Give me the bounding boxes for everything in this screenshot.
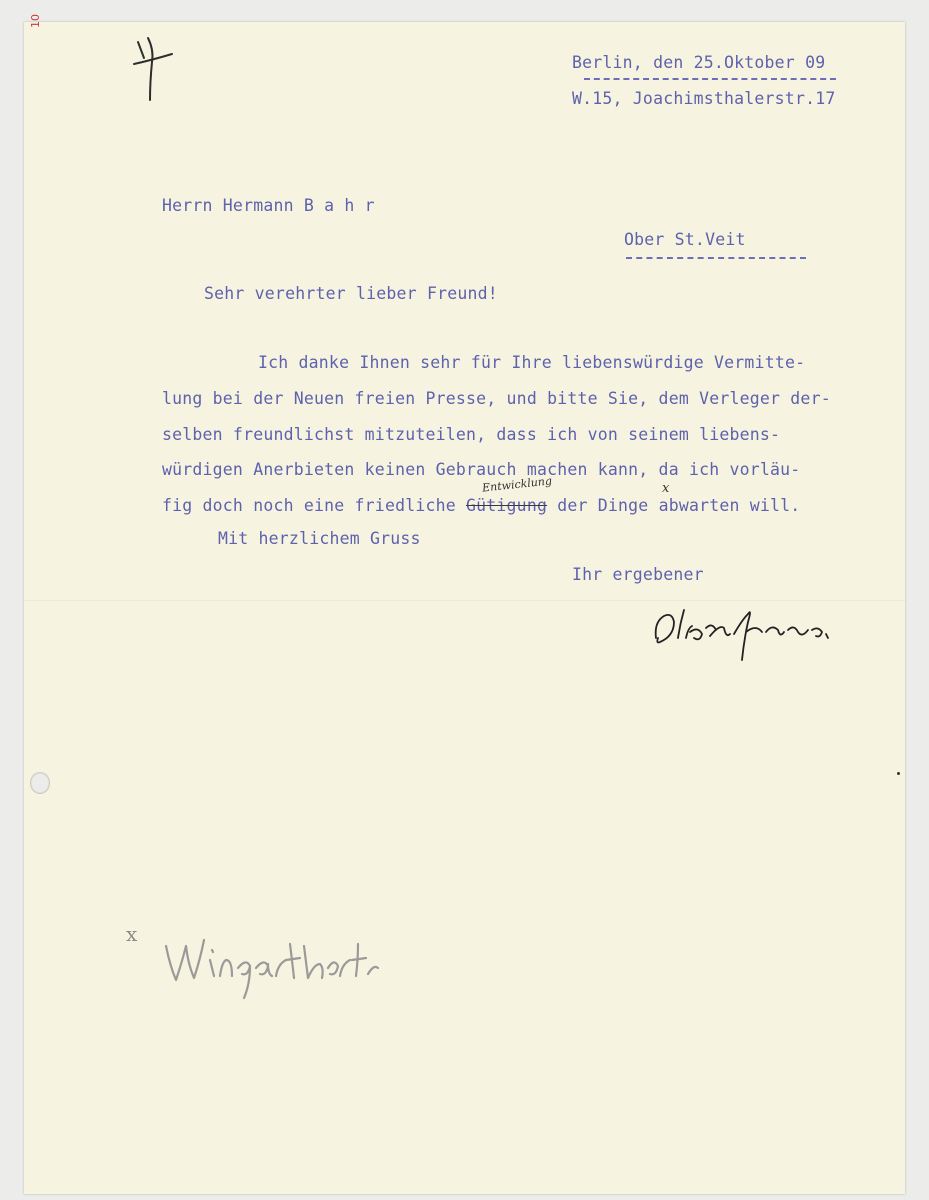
body-text: der Dinge bbox=[547, 496, 649, 515]
insert-mark: x bbox=[662, 481, 670, 496]
handwritten-insert: Entwicklung bbox=[481, 474, 553, 495]
body-text: fig doch noch eine friedliche bbox=[162, 496, 467, 515]
body-line: selben freundlichst mitzuteilen, dass ich von seinem liebens- bbox=[162, 425, 781, 444]
punch-hole bbox=[30, 772, 50, 794]
pencil-mark bbox=[128, 36, 178, 104]
sender-address: W.15, Joachimsthalerstr.17 bbox=[572, 89, 836, 108]
body-line: lung bei der Neuen freien Presse, und bitte Sie, dem Verleger der- bbox=[162, 389, 831, 408]
salutation: Sehr verehrter lieber Freund! bbox=[204, 284, 498, 303]
signoff: Ihr ergebener bbox=[572, 565, 704, 584]
place-date: Berlin, den 25.Oktober 09 bbox=[572, 53, 826, 72]
struck-word: Gütigung bbox=[466, 496, 548, 515]
body-line: Ich danke Ihnen sehr für Ihre liebenswürdige Vermitte- bbox=[258, 353, 806, 372]
body-text: abwarten will. bbox=[648, 496, 801, 515]
recipient-name: Herrn Hermann B a h r bbox=[162, 196, 375, 215]
archive-number: 10 bbox=[29, 14, 42, 28]
signature bbox=[650, 598, 840, 666]
edge-mark bbox=[897, 772, 900, 775]
recipient-location: Ober St.Veit bbox=[624, 230, 746, 249]
pencil-note bbox=[158, 924, 388, 1004]
pencil-note-mark: x bbox=[126, 922, 138, 946]
closing: Mit herzlichem Gruss bbox=[218, 529, 421, 548]
location-underline bbox=[626, 257, 806, 259]
body-line: würdigen Anerbieten keinen Gebrauch machen kann, da ich vorläu- bbox=[162, 460, 801, 479]
date-underline bbox=[584, 78, 836, 80]
body-line bbox=[162, 498, 800, 515]
